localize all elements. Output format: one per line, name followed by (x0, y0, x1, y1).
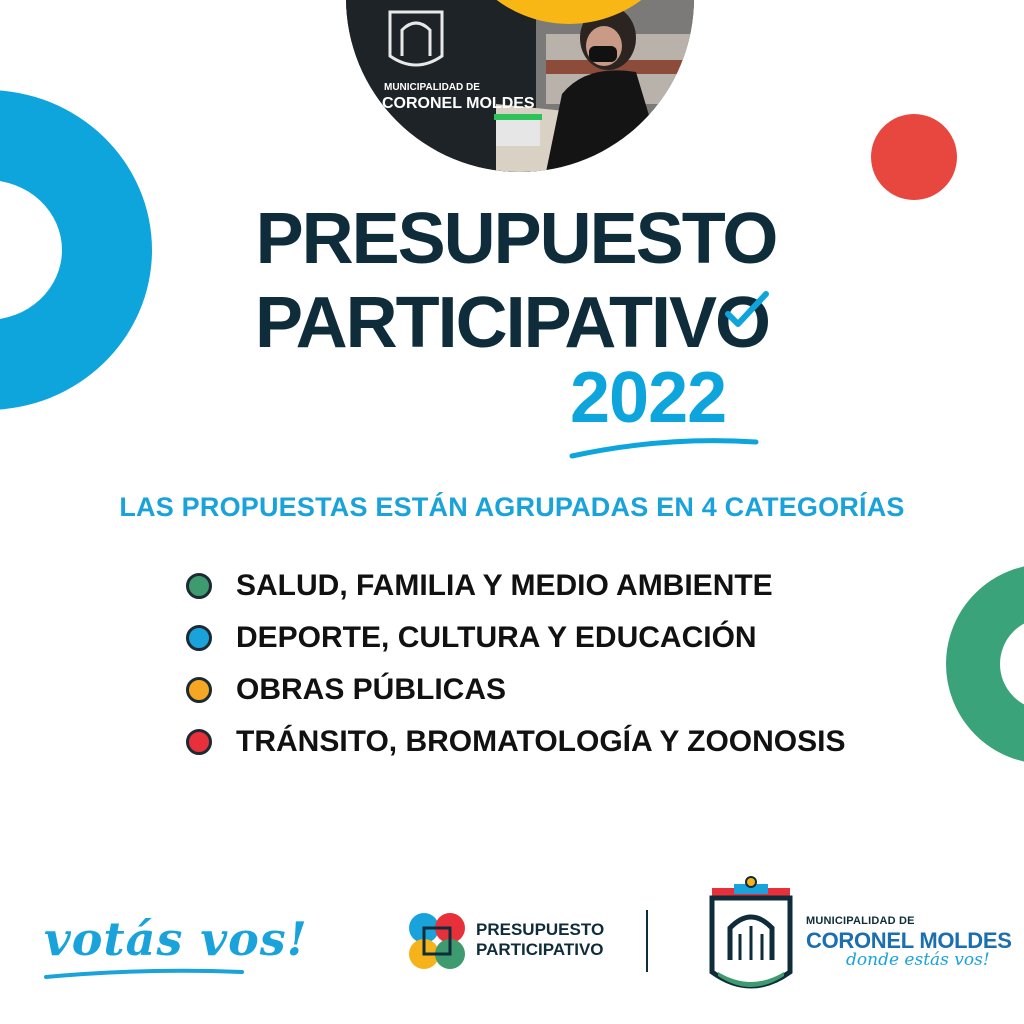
header-photo (346, 0, 694, 172)
photo-scene (346, 0, 694, 172)
municipality-tagline: donde estás vos! (846, 950, 990, 970)
category-item-deporte (186, 612, 846, 664)
category-list (186, 560, 846, 768)
category-item-salud (186, 560, 846, 612)
participatory-budget-logo-text (476, 920, 604, 960)
pp-logo-line2: PARTICIPATIVO (476, 940, 604, 959)
footer-divider (646, 910, 648, 972)
yellow-dot-icon (186, 677, 212, 703)
red-dot-decoration (871, 114, 957, 200)
title-year: 2022 (570, 358, 727, 438)
category-label: OBRAS PÚBLICAS (236, 673, 507, 706)
green-dot-icon (186, 573, 212, 599)
year-underline (568, 436, 760, 462)
pp-logo-line1: PRESUPUESTO (476, 920, 605, 939)
slogan-underline (44, 968, 244, 980)
participatory-budget-logo-icon (406, 910, 468, 972)
red-dot-icon (186, 729, 212, 755)
title-line-1: PRESUPUESTO (255, 199, 777, 279)
categories-heading: LAS PROPUESTAS ESTÁN AGRUPADAS EN 4 CATEGORÍAS (119, 492, 905, 522)
municipality-crest-icon (706, 876, 796, 1006)
slogan-text: votás vos! (44, 912, 308, 966)
green-ring-decoration (946, 564, 1024, 764)
municipality-name: CORONEL MOLDES (806, 928, 1012, 953)
category-item-obras (186, 664, 846, 716)
category-label: SALUD, FAMILIA Y MEDIO AMBIENTE (236, 569, 773, 602)
photo-banner-line2: CORONEL MOLDES (382, 95, 535, 112)
title-line-2: PARTICIPATIVO (255, 283, 769, 363)
category-label: DEPORTE, CULTURA Y EDUCACIÓN (236, 621, 757, 654)
blue-dot-icon (186, 625, 212, 651)
photo-banner-line1: MUNICIPALIDAD DE (384, 82, 480, 93)
category-item-transito (186, 716, 846, 768)
category-label: TRÁNSITO, BROMATOLOGÍA Y ZOONOSIS (236, 725, 846, 758)
checkmark-icon (716, 286, 772, 342)
municipality-prefix: MUNICIPALIDAD DE (806, 915, 915, 927)
